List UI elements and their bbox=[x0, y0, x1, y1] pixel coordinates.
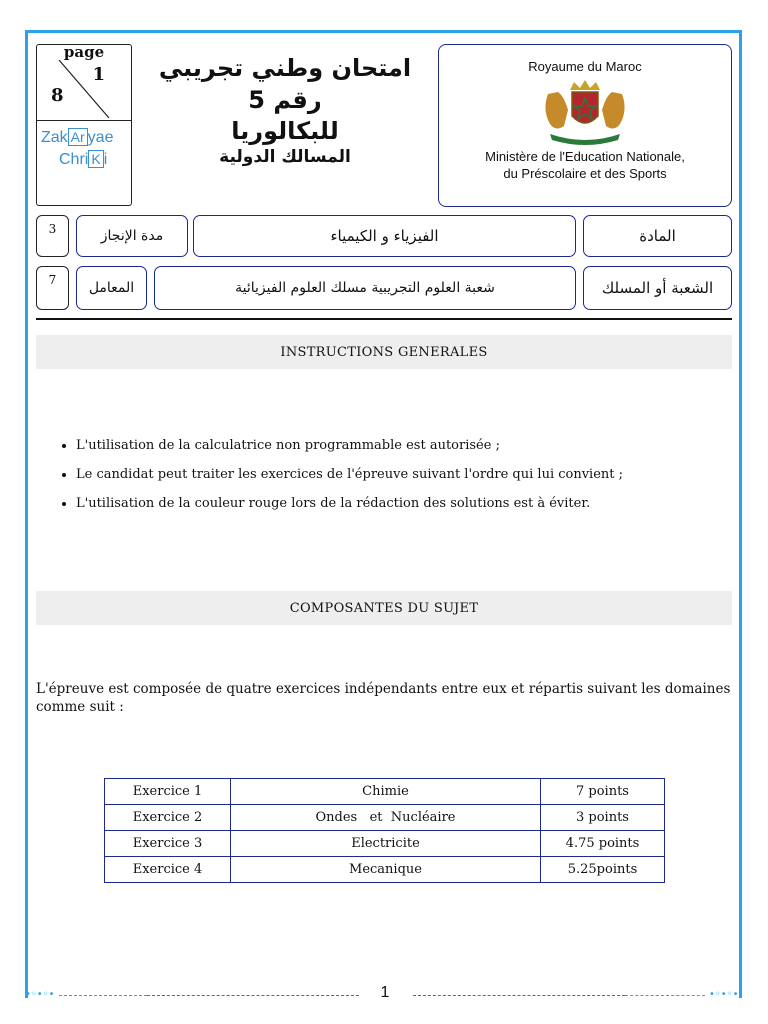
list-item: • L'utilisation de la calculatrice non programmable est autorisée ; bbox=[76, 438, 766, 454]
table-cell: Electricite bbox=[231, 831, 541, 857]
coefficient-label: المعامل bbox=[76, 266, 147, 310]
ministry-line1: Ministère de l'Education Nationale, bbox=[485, 149, 685, 164]
page-total: 8 bbox=[51, 85, 64, 106]
duration-value: 3 bbox=[36, 215, 69, 257]
footer-rule-left-light bbox=[59, 995, 147, 996]
table-cell: 3 points bbox=[541, 805, 665, 831]
instructions-list bbox=[40, 438, 766, 525]
table-cell: 7 points bbox=[541, 779, 665, 805]
ministry-box bbox=[438, 44, 732, 207]
table-cell: Ondes et Nucléaire bbox=[231, 805, 541, 831]
list-item: • Le candidat peut traiter les exercices de l'épreuve suivant l'ordre qui lui convient ; bbox=[76, 467, 766, 483]
ornament-left-icon: •◦•◦• bbox=[25, 989, 55, 1000]
exercises-table bbox=[104, 778, 665, 883]
page-number-box bbox=[36, 44, 132, 206]
ornament-right-icon: •◦•◦• bbox=[709, 989, 739, 1000]
coefficient-value: 7 bbox=[36, 266, 69, 310]
page-footer bbox=[25, 984, 742, 1006]
duration-label: مدة الإنجاز bbox=[76, 215, 188, 257]
instructions-heading: INSTRUCTIONS GENERALES bbox=[36, 335, 732, 369]
page-label: page bbox=[63, 43, 105, 61]
table-cell: Mecanique bbox=[231, 857, 541, 883]
table-row bbox=[105, 779, 665, 805]
list-item: • L'utilisation de la couleur rouge lors de la rédaction des solutions est à éviter. bbox=[76, 496, 766, 512]
footer-rule-right bbox=[413, 995, 625, 996]
page-current: 1 bbox=[92, 64, 105, 85]
exam-title-line2: للبكالوريا bbox=[231, 117, 339, 145]
subject-value: الفيزياء و الكيمياء bbox=[193, 215, 576, 257]
table-cell: 4.75 points bbox=[541, 831, 665, 857]
table-cell: Exercice 3 bbox=[105, 831, 231, 857]
ministry-line2: du Préscolaire et des Sports bbox=[503, 166, 667, 181]
header-divider bbox=[36, 318, 732, 320]
branch-label: الشعبة أو المسلك bbox=[583, 266, 732, 310]
exam-title-line3: المسالك الدولية bbox=[219, 147, 351, 167]
table-cell: Exercice 2 bbox=[105, 805, 231, 831]
ministry-kingdom: Royaume du Maroc bbox=[528, 59, 642, 74]
exam-title-line1: امتحان وطني تجريبي رقم 5 bbox=[158, 54, 412, 114]
table-cell: Exercice 1 bbox=[105, 779, 231, 805]
footer-page-number: 1 bbox=[380, 984, 390, 1001]
footer-rule-right-light bbox=[625, 995, 705, 996]
branch-value: شعبة العلوم التجريبية مسلك العلوم الفيزيائية bbox=[154, 266, 576, 310]
components-heading: COMPOSANTES DU SUJET bbox=[36, 591, 732, 625]
table-row bbox=[105, 831, 665, 857]
subject-label: المادة bbox=[583, 215, 732, 257]
coat-of-arms-icon bbox=[540, 80, 630, 146]
components-paragraph: L'épreuve est composée de quatre exercices indépendants entre eux et répartis suivant les domaines comme suit : bbox=[36, 681, 731, 715]
table-row bbox=[105, 805, 665, 831]
table-cell: Chimie bbox=[231, 779, 541, 805]
exam-title bbox=[150, 52, 420, 168]
page-fraction-cell bbox=[37, 60, 131, 121]
table-row bbox=[105, 857, 665, 883]
table-cell: 5.25points bbox=[541, 857, 665, 883]
author-logo: Zak Ar yae Chri K i bbox=[41, 129, 114, 168]
footer-rule-left bbox=[147, 995, 359, 996]
table-cell: Exercice 4 bbox=[105, 857, 231, 883]
